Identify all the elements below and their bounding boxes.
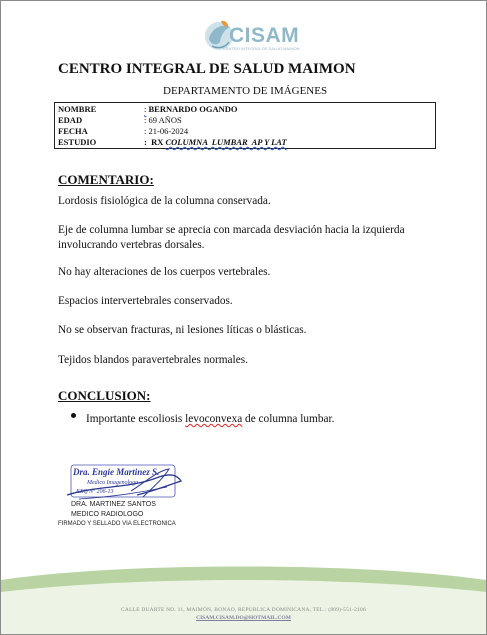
comment-paragraph: Eje de columna lumbar se aprecia con marcada desviación hacia la izquierda involucrando vertebras dorsales. <box>58 224 405 251</box>
footer-band <box>1 566 486 634</box>
signer-role: MEDICO RADIOLOGO <box>71 511 144 518</box>
name-label: NOMBRE <box>58 104 97 114</box>
bullet-icon <box>71 413 76 418</box>
comment-paragraph: Espacios intervertebrales conservados. <box>58 295 233 307</box>
signature-note: FIRMADO Y SELLADO VIA ELECTRONICA <box>58 521 176 527</box>
comment-paragraph: Lordosis fisiológica de la columna conservada. <box>58 195 271 207</box>
study-name: COLUMNA LUMBAR AP Y LAT <box>165 137 287 147</box>
comment-paragraph: Tejidos blandos paravertebrales normales. <box>58 354 248 366</box>
age-label: EDAD <box>58 115 83 125</box>
stamp-exq-text: EXQ Nº 206-13 <box>76 489 114 495</box>
conclusion-flagged-word: levoconvexa <box>185 413 243 425</box>
study-value <box>144 137 287 147</box>
conclusion-heading: CONCLUSION: <box>58 388 151 403</box>
stamp-role-text: Medico Imagenologo <box>87 480 139 486</box>
date-label: FECHA <box>58 126 88 136</box>
footer-address: CALLE DUARTE NO. 11, MAIMÓN, BONAO, REPUBLICA DOMINICANA, TEL.: (809)-551-2106 <box>121 607 366 613</box>
age-value: : 69 AÑOS <box>144 115 182 125</box>
comment-paragraph: No hay alteraciones de los cuerpos vertebrales. <box>58 266 271 278</box>
cisam-logo <box>199 15 309 55</box>
name-colon: : <box>144 104 147 114</box>
signature-stamp-image <box>59 461 189 506</box>
conclusion-item <box>86 412 416 427</box>
logo-subtitle: CENTRO INTEGRAL DE SALUD MAIMON <box>223 46 300 51</box>
stamp-name-text: Dra. Engie Martinez S. <box>73 467 160 477</box>
footer-email[interactable]: CISAM.CISAM.DO@HOTMAIL.COM <box>196 615 291 621</box>
signer-name: DRA. MARTINEZ SANTOS <box>71 501 156 508</box>
clinic-title: CENTRO INTEGRAL DE SALUD MAIMON <box>58 61 356 77</box>
patient-name: BERNARDO OGANDO <box>148 104 238 114</box>
date-value: : 21-06-2024 <box>144 126 189 136</box>
conclusion-text: Importante escoliosis <box>86 413 186 425</box>
study-prefix: : RX <box>144 137 166 147</box>
footer-wave-graphic <box>1 566 486 634</box>
patient-info-box <box>54 102 436 149</box>
study-label: ESTUDIO <box>58 137 97 147</box>
department-title: DEPARTAMENTO DE IMÁGENES <box>163 85 328 97</box>
conclusion-text-end: de columna lumbar. <box>242 413 335 425</box>
name-value <box>144 104 238 114</box>
logo-text: CISAM <box>229 24 300 47</box>
comment-paragraph: No se observan fracturas, ni lesiones líticas o blásticas. <box>58 324 307 336</box>
comment-heading: COMENTARIO: <box>58 172 154 187</box>
